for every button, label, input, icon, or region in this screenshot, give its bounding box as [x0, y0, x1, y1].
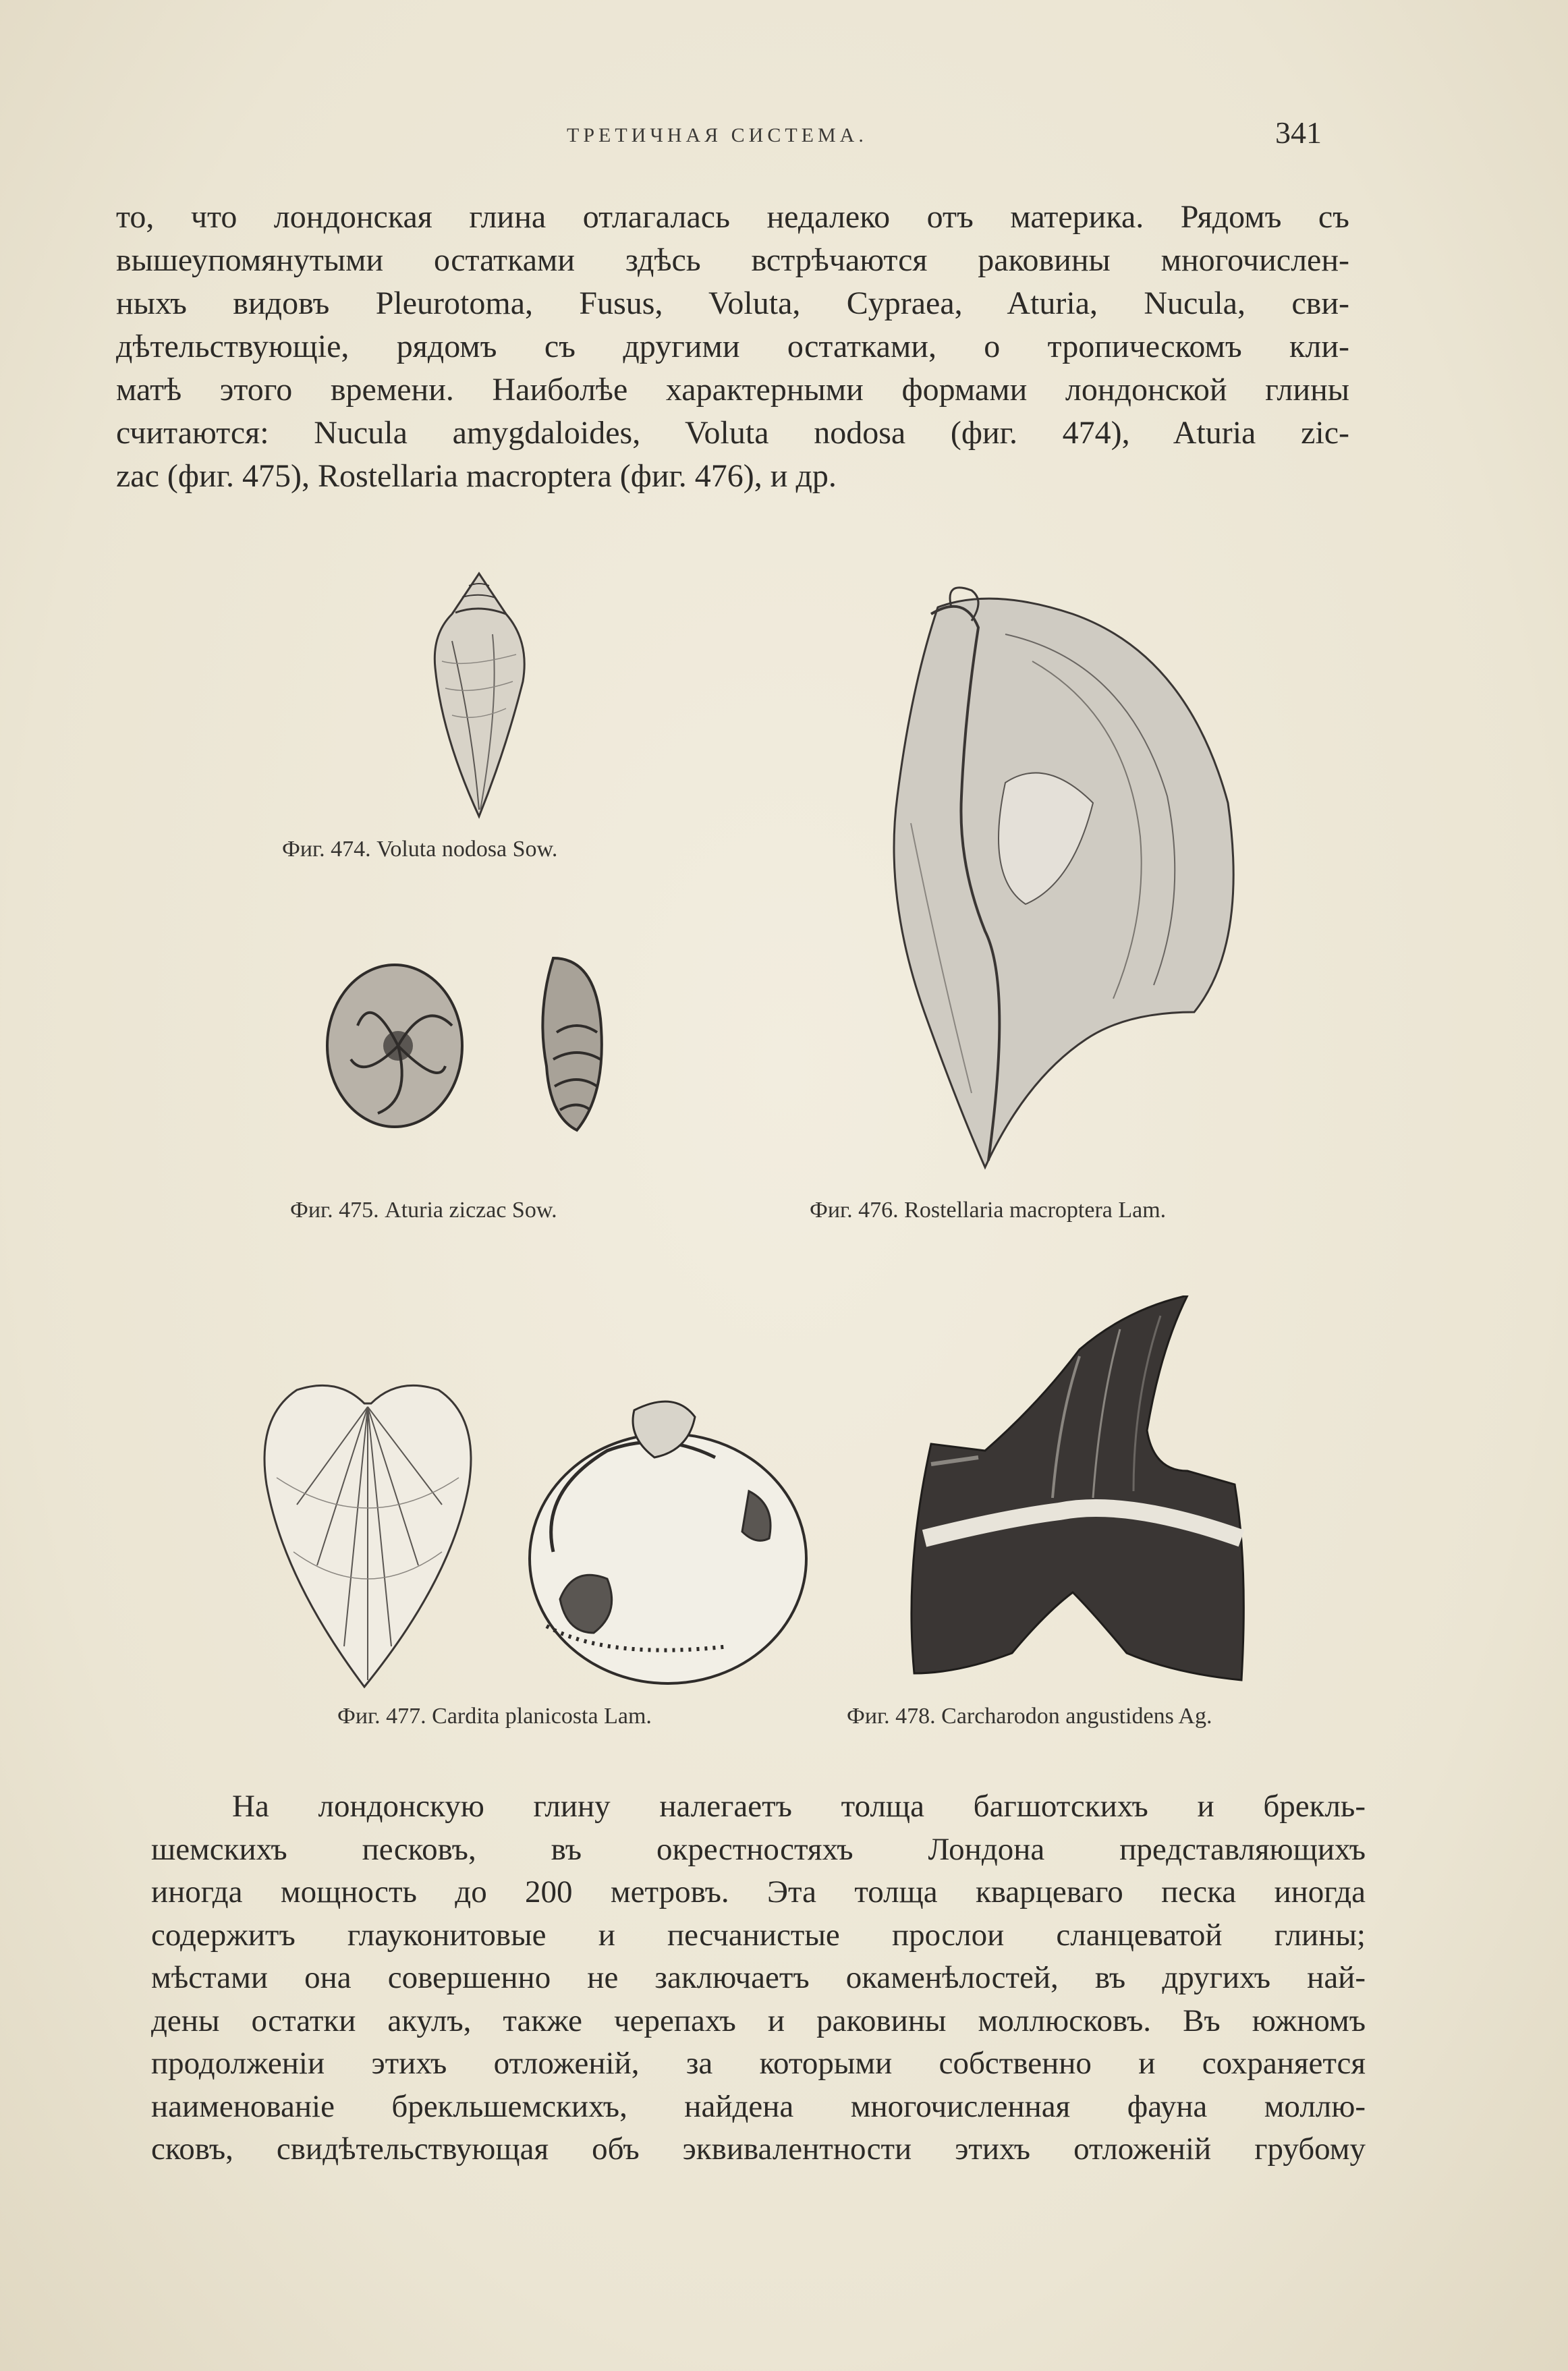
- fig478-illustration: [904, 1295, 1255, 1687]
- text-line: На лондонскую глину налегаетъ толща багшотскихъ и брекль-: [232, 1789, 1366, 1824]
- text-line: дены остатки акулъ, также черепахъ и раковины моллюсковъ. Въ южномъ: [151, 2003, 1366, 2038]
- fig474-caption: Фиг. 474. Voluta nodosa Sow.: [282, 837, 558, 862]
- fig477-illustration: [256, 1376, 823, 1694]
- text-line: zac (фиг. 475), Rostellaria macroptera (фиг. 476), и др.: [116, 458, 837, 494]
- text-line: шемскихъ песковъ, въ окрестностяхъ Лондона представляющихъ: [151, 1831, 1366, 1867]
- text-line: сковъ, свидѣтельствующая объ эквивалентности этихъ отложеній грубому: [151, 2131, 1366, 2167]
- running-head: [0, 115, 1568, 155]
- text-line: то, что лондонская глина отлагалась недалеко отъ материка. Рядомъ съ: [116, 199, 1349, 235]
- running-title: ТРЕТИЧНАЯ СИСТЕМА.: [567, 124, 868, 146]
- fig474-illustration: [405, 567, 553, 823]
- text-line: ныхъ видовъ Pleurotoma, Fusus, Voluta, Cypraea, Aturia, Nucula, сви-: [116, 285, 1349, 321]
- top-paragraph: [116, 196, 1349, 498]
- fig478-caption: Фиг. 478. Carcharodon angustidens Ag.: [847, 1704, 1212, 1729]
- fig476-illustration: [870, 580, 1262, 1174]
- text-line: содержитъ глауконитовые и песчанистые прослои сланцеватой глины;: [151, 1917, 1366, 1953]
- fig476-caption: Фиг. 476. Rostellaria macroptera Lam.: [810, 1198, 1167, 1223]
- text-line: иногда мощность до 200 метровъ. Эта толща кварцеваго песка иногда: [151, 1874, 1366, 1909]
- page-number: 341: [1275, 115, 1322, 150]
- fig475-caption: Фиг. 475. Aturia ziczac Sow.: [290, 1198, 557, 1223]
- text-line: вышеупомянутыми остатками здѣсь встрѣчаются раковины многочислен-: [116, 242, 1349, 278]
- text-line: дѣтельствующіе, рядомъ съ другими остатками, о тропическомъ кли-: [116, 329, 1349, 364]
- fig475-illustration: [324, 945, 688, 1140]
- bottom-paragraph: [151, 1785, 1366, 2171]
- text-line: матѣ этого времени. Наиболѣе характерными формами лондонской глины: [116, 372, 1349, 408]
- text-line: считаются: Nucula amygdaloides, Voluta nodosa (фиг. 474), Aturia zic-: [116, 415, 1349, 451]
- text-line: наименованіе брекльшемскихъ, найдена многочисленная фауна моллю-: [151, 2088, 1366, 2124]
- text-line: мѣстами она совершенно не заключаетъ окаменѣлостей, въ другихъ най-: [151, 1960, 1366, 1995]
- fig477-caption: Фиг. 477. Cardita planicosta Lam.: [337, 1704, 652, 1729]
- text-line: продолженіи этихъ отложеній, за которыми собственно и сохраняется: [151, 2046, 1366, 2081]
